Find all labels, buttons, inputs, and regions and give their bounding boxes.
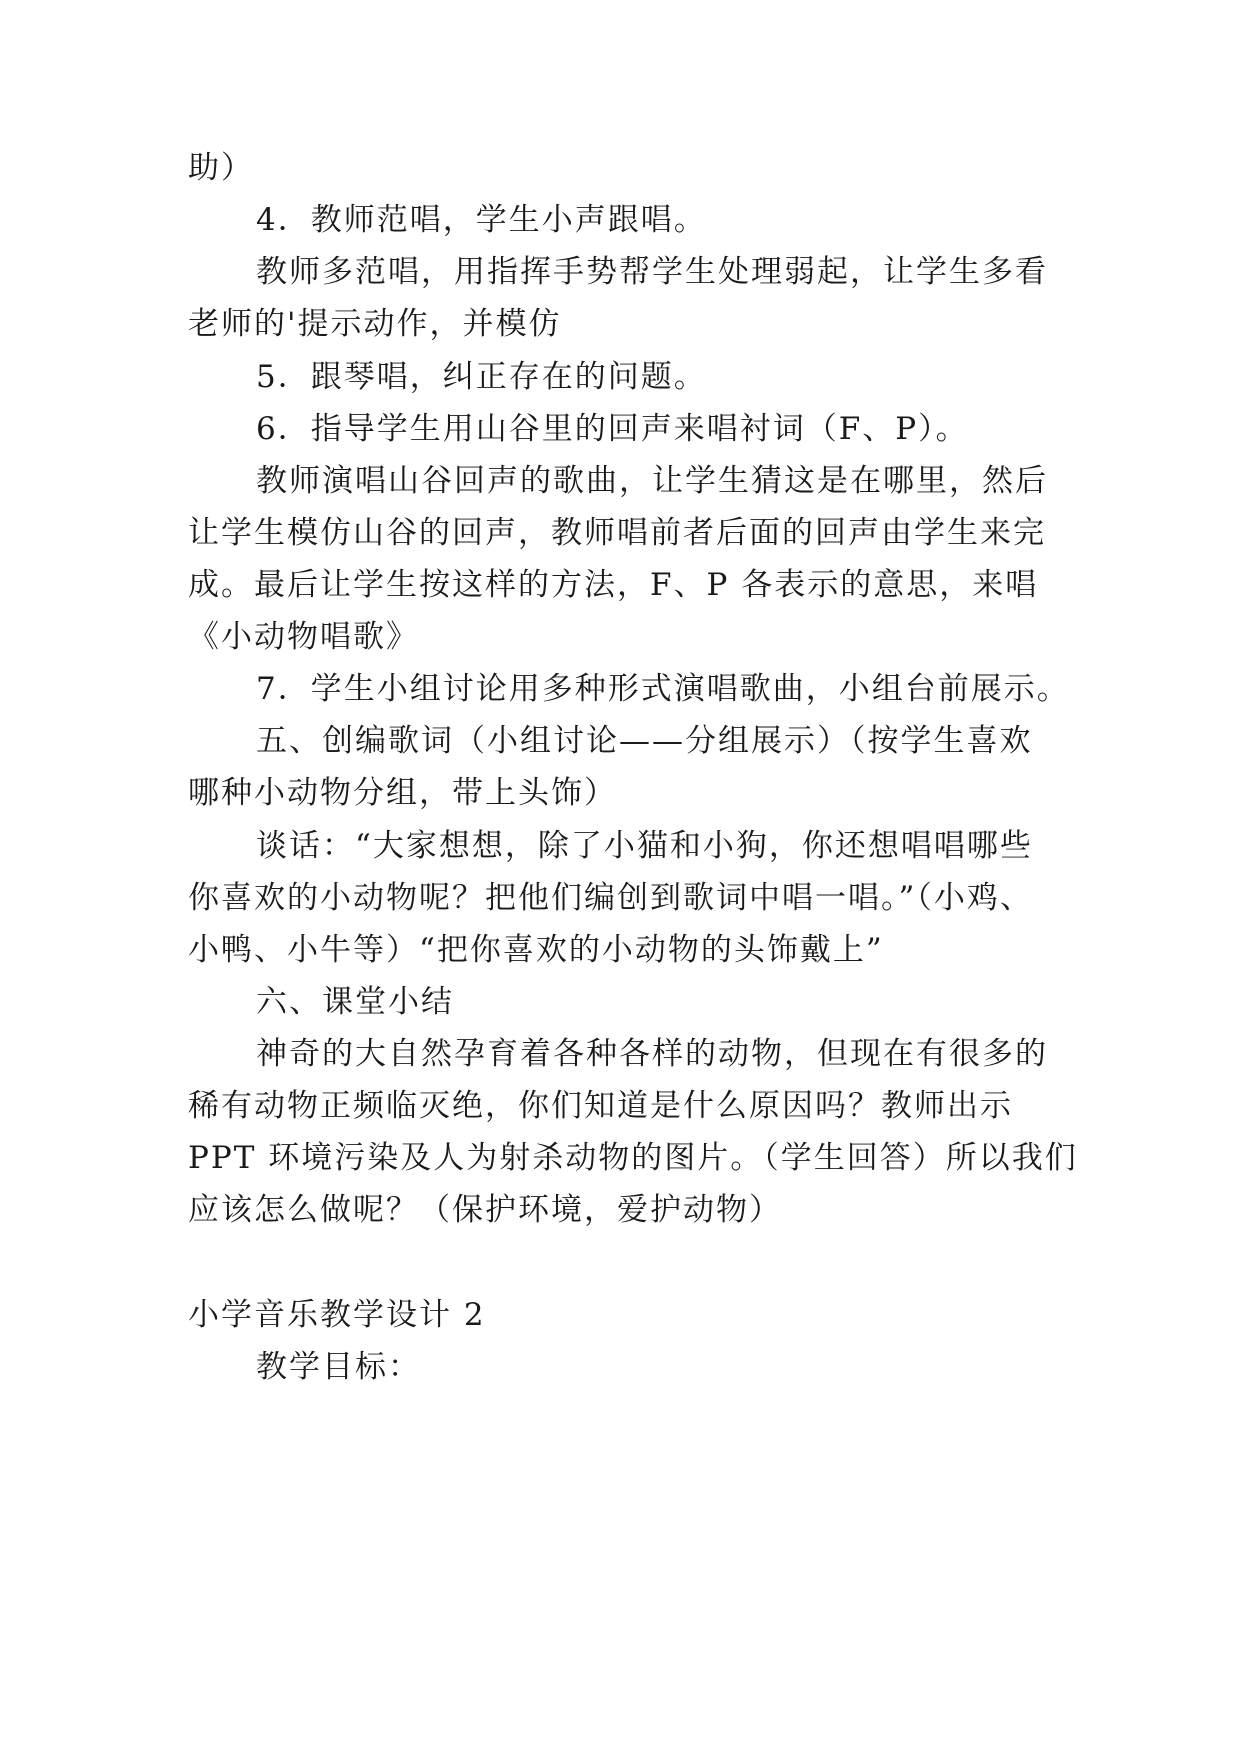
text-line: 稀有动物正频临灭绝，你们知道是什么原因吗？教师出示 [188,1088,1013,1124]
text-line: 5．跟琴唱，纠正存在的问题。 [256,359,707,395]
text-line: 哪种小动物分组，带上头饰） [188,775,617,811]
text-line: 老师的'提示动作，并模仿 [188,306,562,342]
text-line: 成。最后让学生按这样的方法，F、P 各表示的意思，来唱 [188,567,1039,603]
text-line: 助） [188,150,254,186]
text-line: 你喜欢的小动物呢？把他们编创到歌词中唱一唱。”（小鸡、 [188,880,1033,916]
text-line: 4．教师范唱，学生小声跟唱。 [256,202,707,238]
text-line: 教师演唱山谷回声的歌曲，让学生猜这是在哪里，然后 [256,463,1048,499]
text-line: 教师多范唱，用指挥手势帮学生处理弱起，让学生多看 [256,254,1048,290]
section-title: 小学音乐教学设计 2 [188,1297,486,1333]
text-line: 6．指导学生用山谷里的回声来唱衬词（F、P）。 [256,411,969,447]
text-line: 应该怎么做呢？（保护环境，爱护动物） [188,1192,782,1228]
text-line: 小鸭、小牛等）“把你喜欢的小动物的头饰戴上” [188,932,884,968]
text-line: 五、创编歌词（小组讨论——分组展示）（按学生喜欢 [256,723,1033,759]
text-line: 教学目标： [256,1349,421,1385]
text-line: 《小动物唱歌》 [188,619,419,655]
text-line: 7．学生小组讨论用多种形式演唱歌曲，小组台前展示。 [256,671,1070,707]
text-line: 让学生模仿山谷的回声，教师唱前者后面的回声由学生来完 [188,515,1046,551]
text-line: 谈话：“大家想想，除了小猫和小狗，你还想唱唱哪些 [256,828,1033,864]
text-line: 神奇的大自然孕育着各种各样的动物，但现在有很多的 [256,1036,1048,1072]
text-line: PPT 环境污染及人为射杀动物的图片。（学生回答）所以我们 [188,1140,1078,1176]
text-line: 六、课堂小结 [256,984,454,1020]
